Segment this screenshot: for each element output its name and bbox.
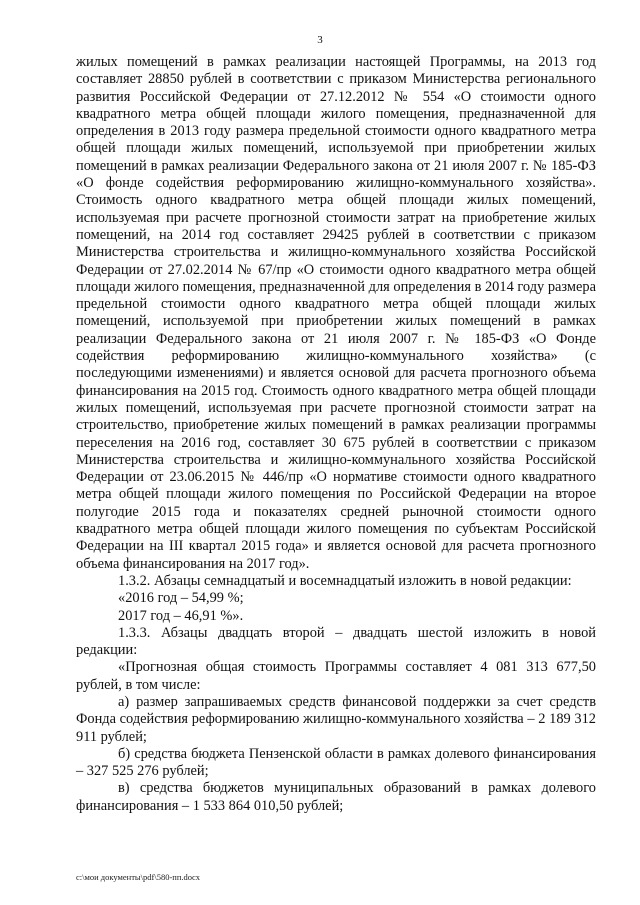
paragraph-municipal-budget: в) средства бюджетов муниципальных образований в рамках долевого финансирования – 1 533 864 010,50 рублей; (76, 780, 596, 814)
paragraph-continuation: жилых помещений в рамках реализации настоящей Программы, на 2013 год составляет 28850 рублей в соответствии с приказом Министерства регионального развития Российской Федерации от 27.12.2012 № 554 «О стоимости одного квадратного метра общей площади жилого помещения, предназначенной для определения в 2013 году размера предельной стоимости одного квадратного метра общей площади жилых помещений, используемой при приобретении жилых помещений в рамках реализации Федерального закона от 21 июля 2007 г. № 185-ФЗ «О фонде содействия реформированию жилищно-коммунального хозяйства». Стоимость одного квадратного метра общей площади жилых помещений, используемая при расчете прогнозной стоимости затрат на приобретение жилых помещений, на 2014 год составляет 29425 рублей в соответствии с приказом Министерства строительства и жилищно-коммунального хозяйства Российской Федерации от 27.02.2014 № 67/пр «О стоимости одного квадратного метра общей площади жилого помещения, предназначенной для определения в 2014 году размера предельной стоимости одного квадратного метра общей площади жилых помещений, используемой при приобретении жилых помещений в рамках реализации Федерального закона от 21 июля 2007 г. № 185-ФЗ «О Фонде содействия реформированию жилищно-коммунального хозяйства» (с последующими изменениями) и является основой для расчета прогнозного объема финансирования на 2015 год. Стоимость одного квадратного метра общей площади жилых помещений, используемая при расчете прогнозной стоимости затрат на строительство, приобретение жилых помещений в рамках реализации программы переселения на 2016 год, составляет 30 675 рублей в соответствии с приказом Министерства строительства и жилищно-коммунального хозяйства Российской Федерации от 23.06.2015 № 446/пр «О нормативе стоимости одного квадратного метра общей площади жилого помещения по Российской Федерации на второе полугодие 2015 года и показателях средней рыночной стоимости одного квадратного метра общей площади жилого помещения по субъектам Российской Федерации на III квартал 2015 года» и является основой для расчета прогнозного объема финансирования на 2017 год». (76, 54, 596, 572)
paragraph-2016-rate: «2016 год – 54,99 %; (118, 590, 244, 607)
paragraph-item-1-3-3: 1.3.3. Абзацы двадцать второй – двадцать шестой изложить в новой редакции: (76, 624, 596, 659)
document-body (76, 54, 596, 815)
footer-file-path: c:\мои документы\pdf\580-пп.docx (76, 872, 201, 882)
paragraph-fund-support: а) размер запрашиваемых средств финансовой поддержки за счет средств Фонда содействия реформированию жилищно-коммунального хозяйства – 2 189 312 911 рублей; (76, 693, 596, 745)
paragraph-2017-rate: 2017 год – 46,91 %». (118, 607, 244, 624)
paragraph-regional-budget: б) средства бюджета Пензенской области в рамках долевого финансирования – 327 525 276 рублей; (76, 745, 596, 780)
paragraph-total-cost: «Прогнозная общая стоимость Программы составляет 4 081 313 677,50 рублей, в том числе: (76, 659, 596, 693)
paragraph-item-1-3-2: 1.3.2. Абзацы семнадцатый и восемнадцатый изложить в новой редакции: (118, 572, 572, 589)
page-number: 3 (317, 34, 323, 46)
